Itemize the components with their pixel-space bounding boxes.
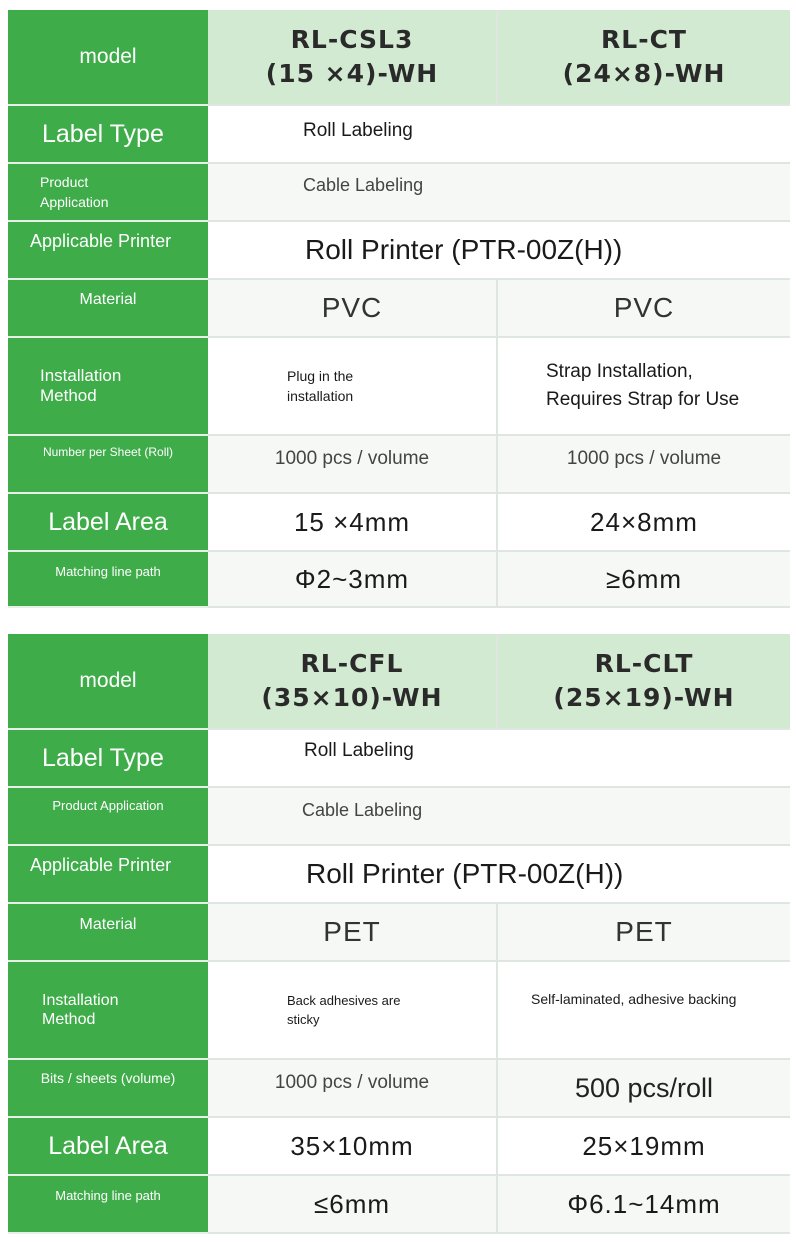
label-area-value: 15 ×4mm	[208, 494, 498, 552]
label-type-value: Roll Labeling	[208, 730, 790, 788]
material-value: PVC	[208, 280, 498, 338]
product-application-value: Cable Labeling	[208, 788, 790, 846]
model-cell	[208, 10, 498, 106]
applicable-printer-value: Roll Printer (PTR-00Z(H))	[208, 222, 790, 280]
model-cell	[498, 634, 790, 730]
installation-method-value: Plug in the installation	[208, 338, 498, 436]
matching-line-path-value: Φ6.1~14mm	[498, 1176, 790, 1234]
row-label: Matching line path	[8, 552, 208, 608]
spec-table-1	[8, 10, 790, 608]
model-name: RL-CLT	[594, 649, 694, 678]
row-label: Installation Method	[8, 338, 208, 436]
model-name: RL-CFL	[300, 649, 404, 678]
material-value: PVC	[498, 280, 790, 338]
material-row	[8, 280, 790, 338]
model-size: (24×8)-WH	[562, 59, 726, 88]
installation-method-row	[8, 338, 790, 436]
model-name: RL-CSL3	[290, 25, 414, 54]
model-name: RL-CT	[601, 25, 687, 54]
model-label: model	[8, 10, 208, 106]
matching-line-path-row	[8, 1176, 790, 1234]
number-per-sheet-value: 1000 pcs / volume	[498, 436, 790, 494]
row-label: Label Area	[8, 494, 208, 552]
installation-method-value: Self-laminated, adhesive backing	[498, 962, 790, 1060]
row-label: Material	[8, 280, 208, 338]
row-label: Product Application	[8, 164, 208, 222]
spec-table-2	[8, 634, 790, 1234]
label-area-value: 25×19mm	[498, 1118, 790, 1176]
row-label: Number per Sheet (Roll)	[8, 436, 208, 494]
row-label: Applicable Printer	[8, 222, 208, 280]
row-label: Installation Method	[8, 962, 208, 1060]
label-area-value: 35×10mm	[208, 1118, 498, 1176]
label-area-value: 24×8mm	[498, 494, 790, 552]
row-label: Bits / sheets (volume)	[8, 1060, 208, 1118]
row-label: Label Type	[8, 730, 208, 788]
product-application-row	[8, 788, 790, 846]
matching-line-path-value: ≤6mm	[208, 1176, 498, 1234]
number-per-sheet-value: 500 pcs/roll	[498, 1060, 790, 1118]
material-value: PET	[498, 904, 790, 962]
installation-method-row	[8, 962, 790, 1060]
matching-line-path-value: Φ2~3mm	[208, 552, 498, 608]
model-size: (25×19)-WH	[553, 683, 735, 712]
label-area-row	[8, 1118, 790, 1176]
label-type-row	[8, 106, 790, 164]
row-label: Label Type	[8, 106, 208, 164]
applicable-printer-row	[8, 846, 790, 904]
row-label: Product Application	[8, 788, 208, 846]
number-per-sheet-row	[8, 436, 790, 494]
product-application-value: Cable Labeling	[208, 164, 790, 222]
material-row	[8, 904, 790, 962]
model-size: (35×10)-WH	[261, 683, 443, 712]
installation-method-value: Strap Installation, Requires Strap for Use	[498, 338, 790, 436]
row-label: Matching line path	[8, 1176, 208, 1234]
row-label: Label Area	[8, 1118, 208, 1176]
model-size: (15 ×4)-WH	[265, 59, 439, 88]
label-type-row	[8, 730, 790, 788]
matching-line-path-row	[8, 552, 790, 608]
number-per-sheet-row	[8, 1060, 790, 1118]
model-row	[8, 634, 790, 730]
model-cell	[208, 634, 498, 730]
model-cell	[498, 10, 790, 106]
label-area-row	[8, 494, 790, 552]
installation-method-value: Back adhesives are sticky	[208, 962, 498, 1060]
number-per-sheet-value: 1000 pcs / volume	[208, 436, 498, 494]
model-label: model	[8, 634, 208, 730]
model-row	[8, 10, 790, 106]
applicable-printer-value: Roll Printer (PTR-00Z(H))	[208, 846, 790, 904]
product-application-row	[8, 164, 790, 222]
row-label: Material	[8, 904, 208, 962]
number-per-sheet-value: 1000 pcs / volume	[208, 1060, 498, 1118]
material-value: PET	[208, 904, 498, 962]
row-label: Applicable Printer	[8, 846, 208, 904]
label-type-value: Roll Labeling	[208, 106, 790, 164]
matching-line-path-value: ≥6mm	[498, 552, 790, 608]
applicable-printer-row	[8, 222, 790, 280]
